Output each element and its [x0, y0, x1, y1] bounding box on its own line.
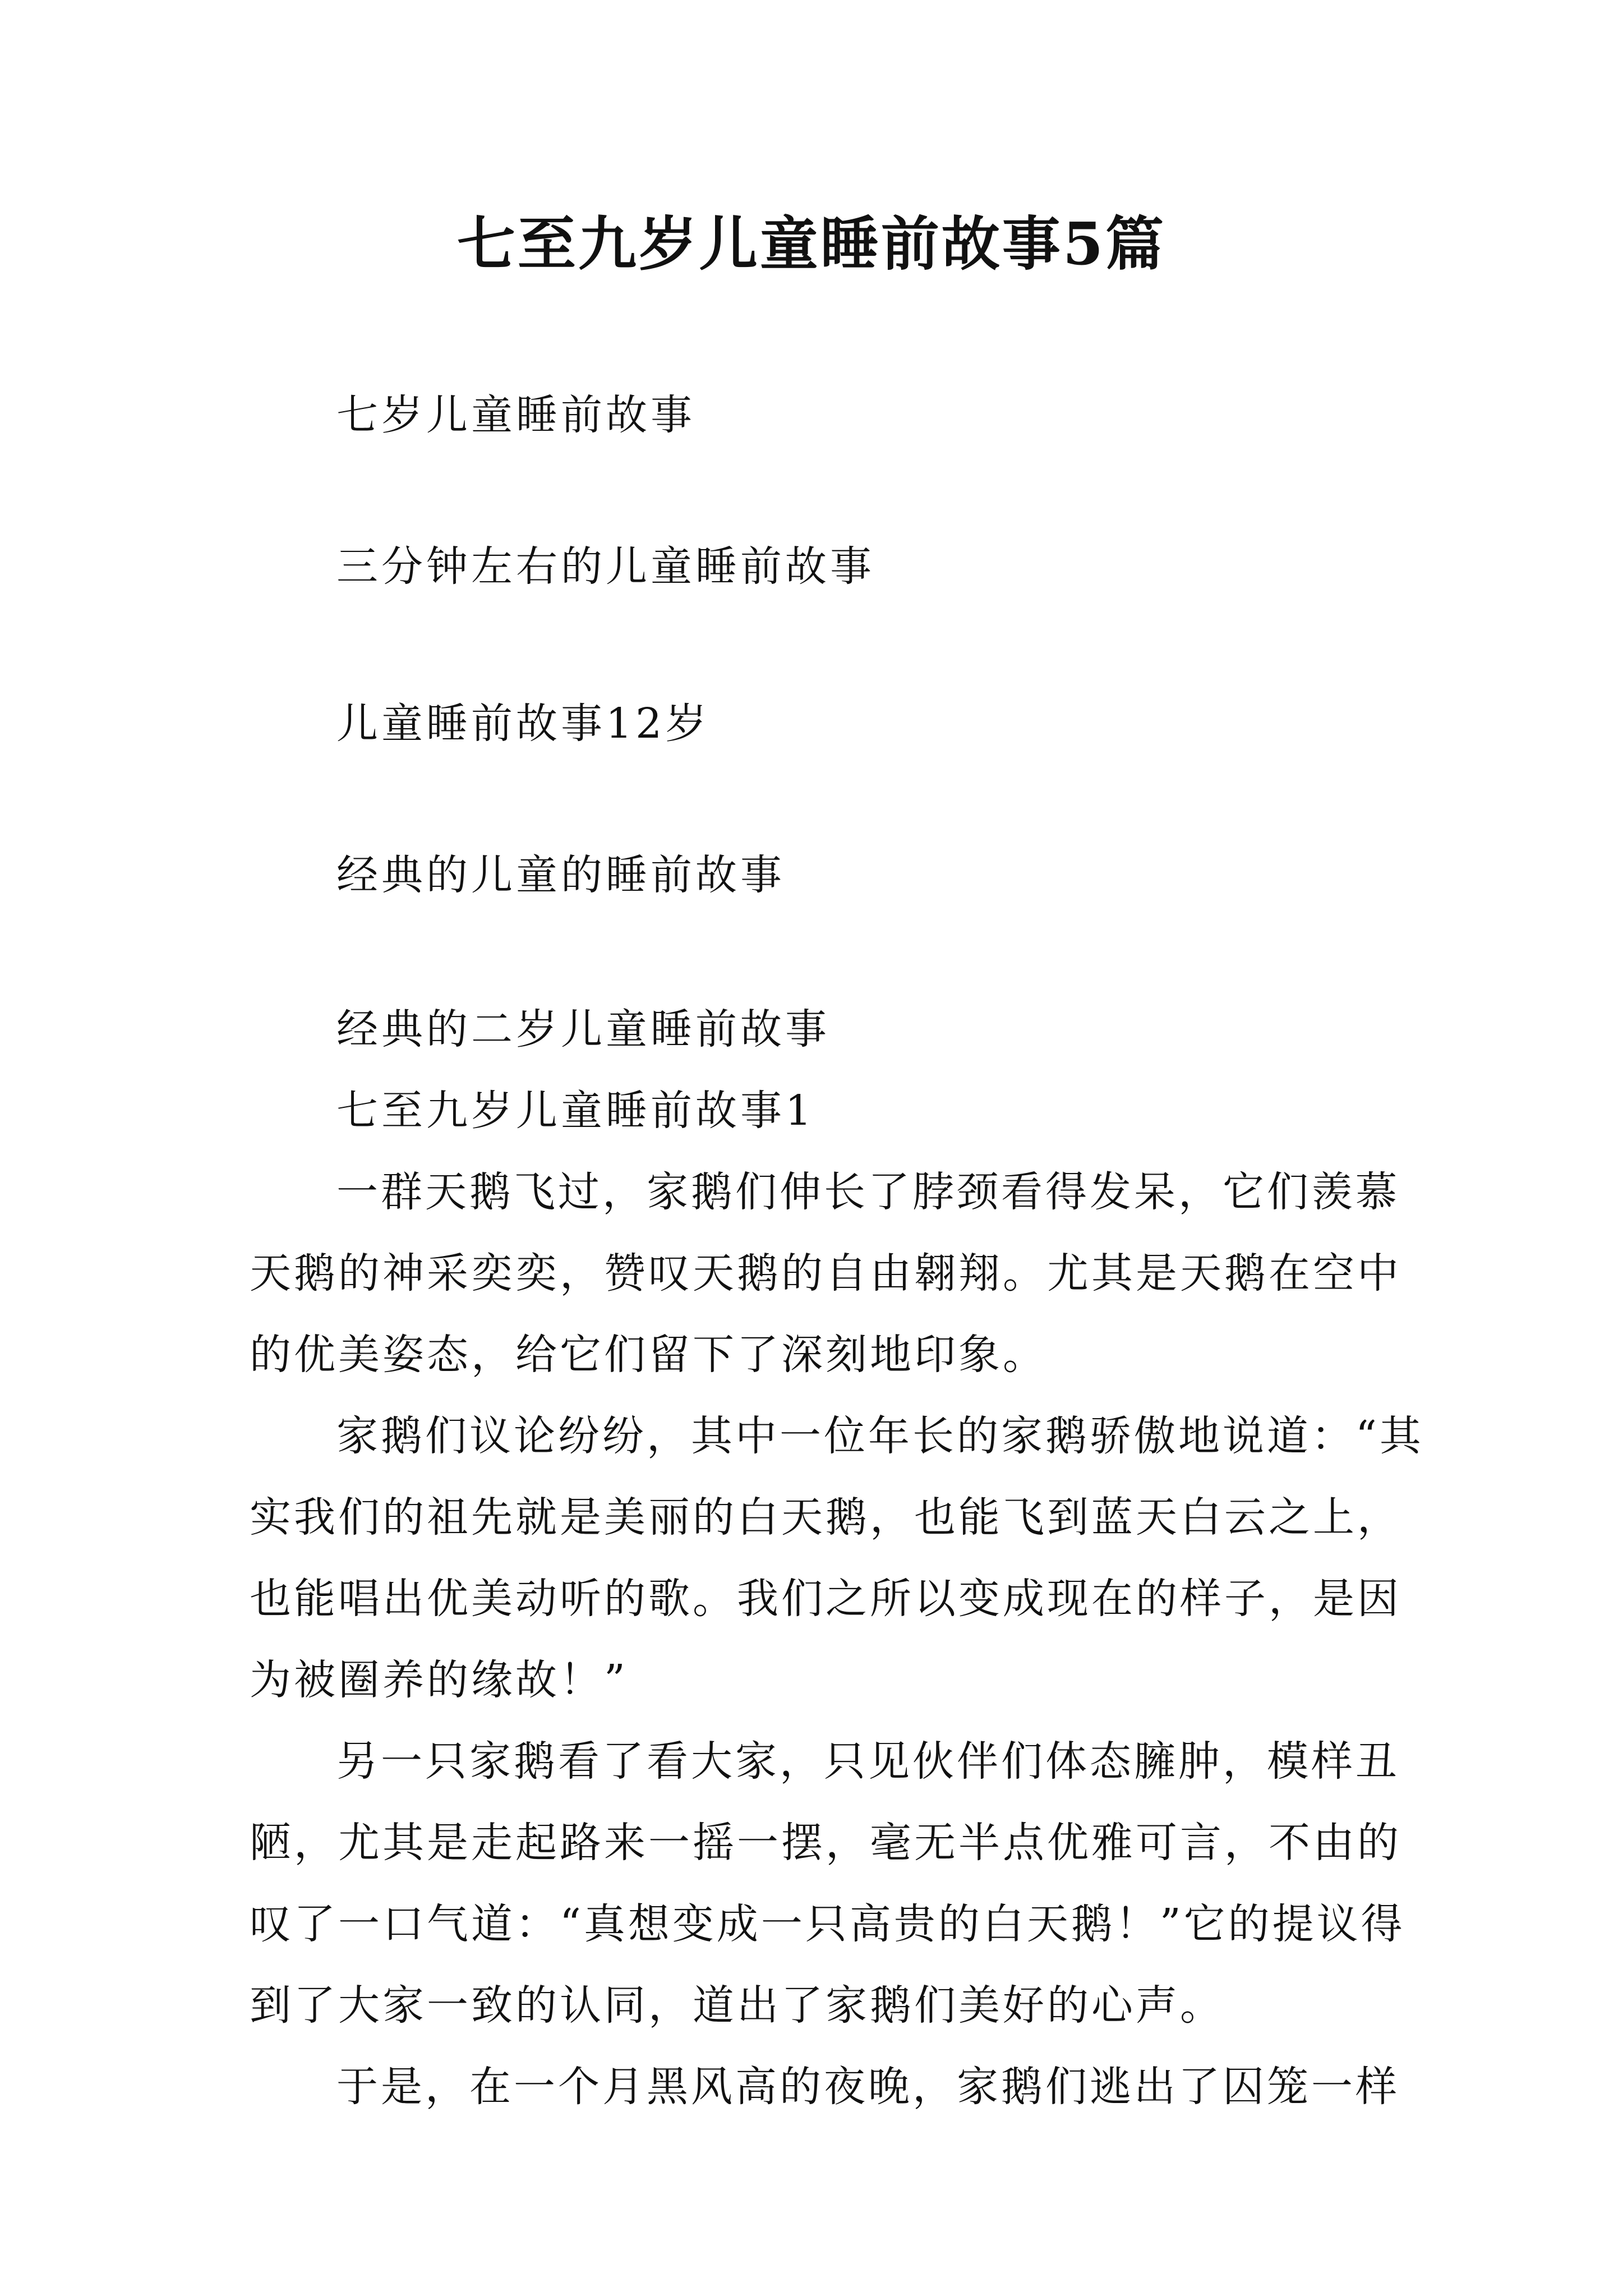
toc-item: 七岁儿童睡前故事 [336, 391, 695, 439]
paragraph-line: 于是，在一个月黑风高的夜晚，家鹅们逃出了囚笼一样 [336, 2063, 1400, 2111]
paragraph-line: 到了大家一致的认同，道出了家鹅们美好的心声。 [250, 1981, 1224, 2030]
paragraph-line: 叹了一口气道：“真想变成一只高贵的白天鹅！”它的提议得 [250, 1900, 1405, 1948]
paragraph-line: 实我们的祖先就是美丽的白天鹅，也能飞到蓝天白云之上， [250, 1493, 1401, 1542]
toc-item: 经典的二岁儿童睡前故事 [336, 1005, 830, 1053]
paragraph-line: 为被圈养的缘故！” [250, 1656, 628, 1704]
document-title: 七至九岁儿童睡前故事5篇 [457, 209, 1166, 278]
toc-item: 三分钟左右的儿童睡前故事 [336, 542, 875, 591]
toc-item: 经典的儿童的睡前故事 [336, 851, 785, 899]
paragraph-line: 的优美姿态，给它们留下了深刻地印象。 [250, 1331, 1047, 1379]
section-heading: 七至九岁儿童睡前故事1 [336, 1087, 815, 1135]
paragraph-line: 天鹅的神采奕奕，赞叹天鹅的自由翱翔。尤其是天鹅在空中 [250, 1249, 1401, 1297]
paragraph-line: 一群天鹅飞过，家鹅们伸长了脖颈看得发呆，它们羡慕 [336, 1168, 1400, 1216]
toc-item: 儿童睡前故事12岁 [336, 700, 711, 748]
paragraph-line: 也能唱出优美动听的歌。我们之所以变成现在的样子，是因 [250, 1575, 1401, 1623]
paragraph-line: 家鹅们议论纷纷，其中一位年长的家鹅骄傲地说道：“其 [336, 1412, 1424, 1460]
paragraph-line: 另一只家鹅看了看大家，只见伙伴们体态臃肿，模样丑 [336, 1737, 1400, 1786]
paragraph-line: 陋，尤其是走起路来一摇一摆，毫无半点优雅可言，不由的 [250, 1819, 1401, 1867]
